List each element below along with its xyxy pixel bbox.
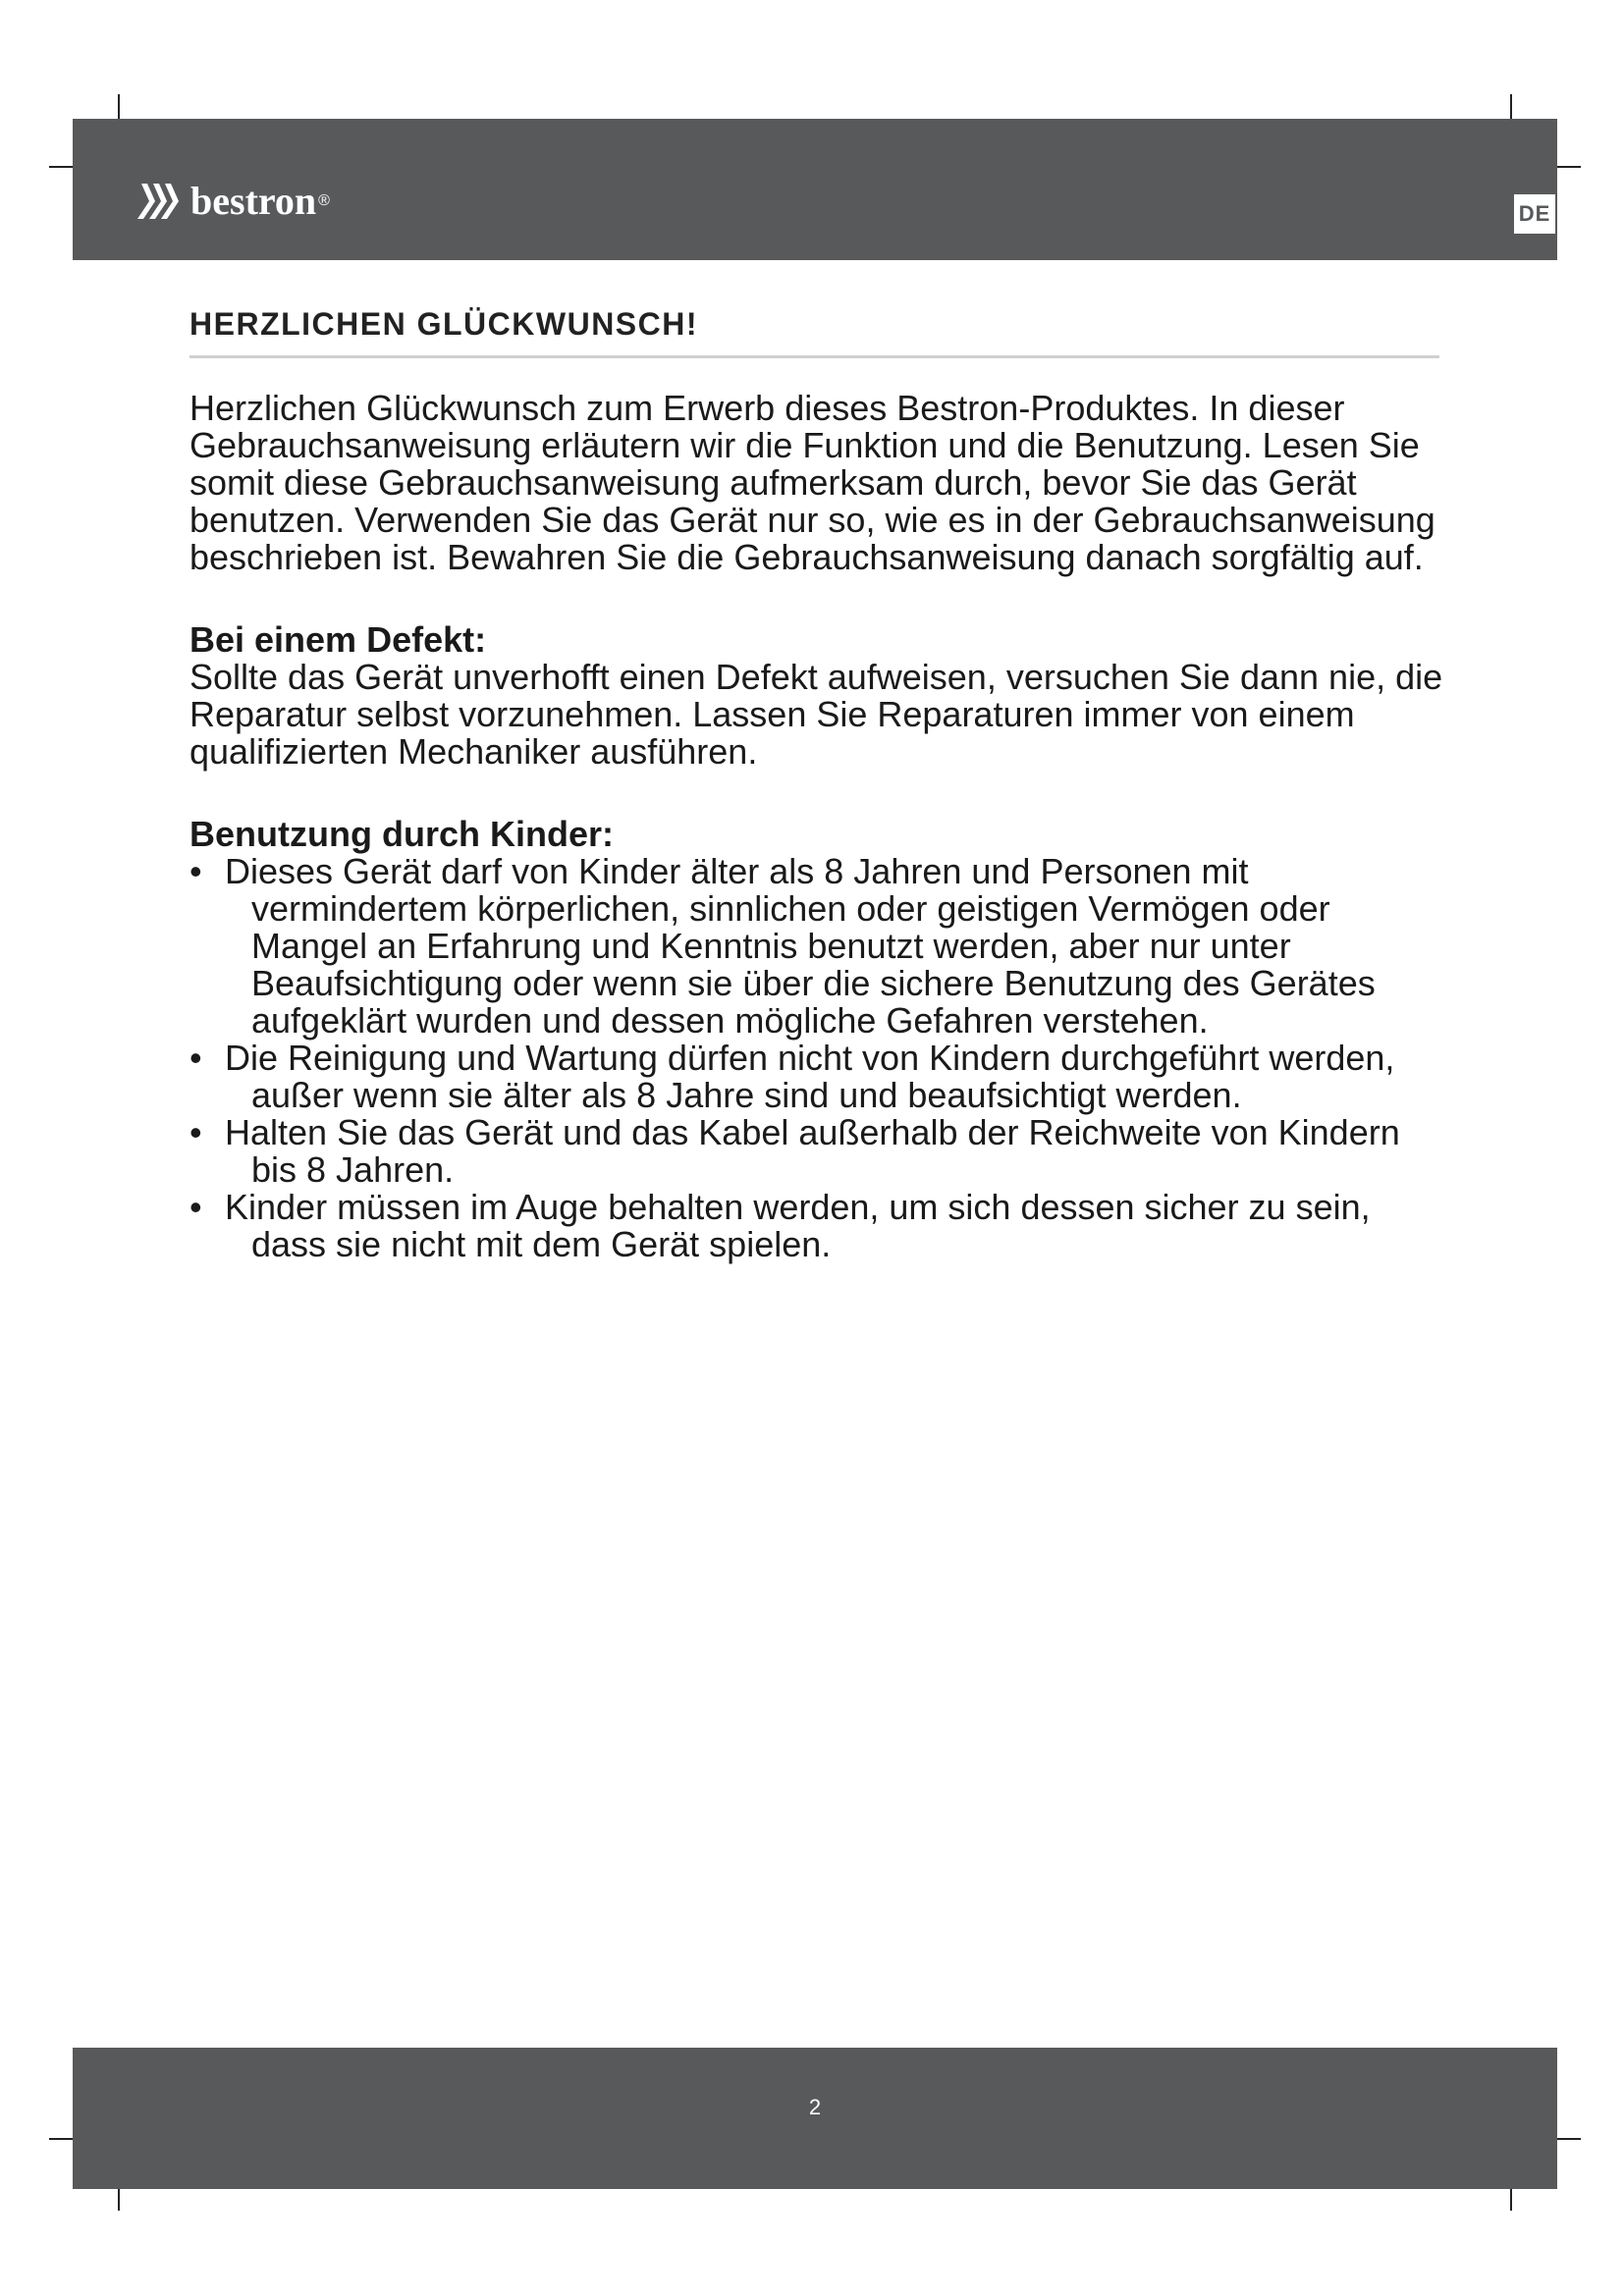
bullet-icon: •: [189, 1187, 202, 1227]
brand-name: bestron: [190, 179, 317, 223]
list-item: [189, 1040, 1446, 1114]
bullet-icon: •: [189, 851, 202, 891]
list-item-text: Halten Sie das Gerät und das Kabel außerhalb der Reichweite von Kindern bis 8 Jahren.: [225, 1112, 1400, 1190]
title-divider: [189, 355, 1439, 358]
page-number: 2: [808, 2095, 822, 2119]
page-title: HERZLICHEN GLÜCKWUNSCH!: [189, 306, 699, 342]
document-body: [189, 294, 1446, 1263]
bullet-icon: •: [189, 1038, 202, 1078]
list-item-text: Die Reinigung und Wartung dürfen nicht von Kindern durchgeführt werden, außer wenn sie älter als 8 Jahre sind und beaufsichtigt werden.: [225, 1038, 1395, 1115]
list-item: [189, 1114, 1446, 1189]
header-band: [73, 119, 1557, 260]
list-item-text: Kinder müssen im Auge behalten werden, um sich dessen sicher zu sein, dass sie nicht mit dem Gerät spielen.: [225, 1187, 1371, 1264]
list-item: [189, 853, 1446, 1040]
language-badge: DE: [1514, 194, 1555, 234]
defect-paragraph: Sollte das Gerät unverhofft einen Defekt aufweisen, versuchen Sie dann nie, die Reparatur selbst vorzunehmen. Lassen Sie Reparaturen immer von einem qualifizierten Mechaniker ausführen.: [189, 657, 1443, 772]
list-item-text: Dieses Gerät darf von Kinder älter als 8 Jahren und Personen mit vermindertem körperlichen, sinnlichen oder geistigen Vermögen oder Mangel an Erfahrung und Kenntnis benutzt werden, aber nur unter Beaufsichtigung oder wenn sie über die sichere Benutzung des Gerätes aufgeklärt wurden und dessen mögliche Gefahren verstehen.: [225, 851, 1376, 1041]
footer-band: [73, 2048, 1557, 2189]
brand-logo: [137, 180, 330, 223]
children-heading: Benutzung durch Kinder:: [189, 814, 614, 854]
list-item: [189, 1189, 1446, 1263]
bullet-icon: •: [189, 1112, 202, 1152]
intro-paragraph: Herzlichen Glückwunsch zum Erwerb dieses Bestron-Produktes. In dieser Gebrauchsanweisung erläutern wir die Funktion und die Benutzung. Lesen Sie somit diese Gebrauchsanweisung aufmerksam durch, bevor Sie das Gerät benutzen. Verwenden Sie das Gerät nur so, wie es in der Gebrauchsanweisung beschrieben ist. Bewahren Sie die Gebrauchsanweisung danach sorgfältig auf.: [189, 388, 1435, 577]
registered-mark: ®: [318, 192, 330, 209]
defect-heading: Bei einem Defekt:: [189, 619, 487, 660]
children-list: [189, 853, 1446, 1263]
chevrons-icon: [137, 184, 181, 219]
